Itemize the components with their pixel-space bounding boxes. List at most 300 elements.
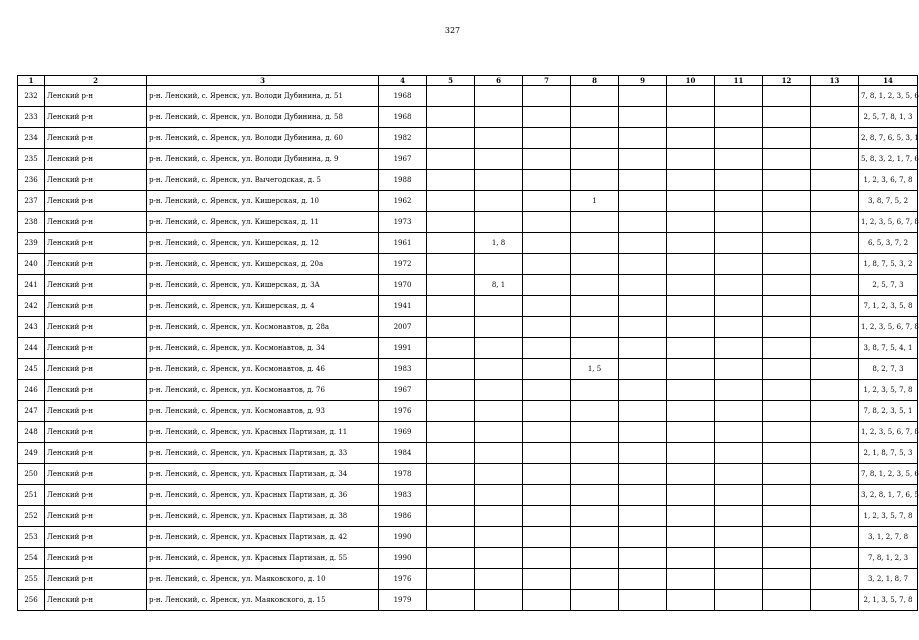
cell-col-12 — [763, 380, 811, 401]
cell-year: 1967 — [379, 149, 427, 170]
cell-col-12 — [763, 443, 811, 464]
cell-col-12 — [763, 128, 811, 149]
cell-year: 1984 — [379, 443, 427, 464]
cell-col-10 — [667, 233, 715, 254]
cell-year: 1961 — [379, 233, 427, 254]
cell-col-6 — [475, 548, 523, 569]
cell-col-8 — [571, 401, 619, 422]
cell-col-10 — [667, 506, 715, 527]
cell-col-6 — [475, 359, 523, 380]
cell-col-14: 8, 2, 7, 3 — [859, 359, 918, 380]
cell-col-9 — [619, 359, 667, 380]
table-row — [18, 380, 918, 401]
cell-col-8 — [571, 86, 619, 107]
cell-col-14: 1, 2, 3, 5, 7, 8 — [859, 380, 918, 401]
cell-col-10 — [667, 443, 715, 464]
cell-col-13 — [811, 464, 859, 485]
cell-col-13 — [811, 233, 859, 254]
cell-row-number: 245 — [18, 359, 45, 380]
cell-col-9 — [619, 296, 667, 317]
cell-year: 1983 — [379, 485, 427, 506]
cell-col-12 — [763, 464, 811, 485]
cell-col-9 — [619, 212, 667, 233]
cell-year: 1941 — [379, 296, 427, 317]
cell-col-5 — [427, 254, 475, 275]
cell-col-11 — [715, 212, 763, 233]
cell-col-10 — [667, 296, 715, 317]
cell-col-12 — [763, 422, 811, 443]
cell-col-9 — [619, 464, 667, 485]
cell-col-7 — [523, 296, 571, 317]
cell-col-7 — [523, 464, 571, 485]
cell-col-13 — [811, 422, 859, 443]
cell-col-8 — [571, 464, 619, 485]
cell-district: Ленский р-н — [45, 86, 147, 107]
cell-address: р-н. Ленский, с. Яренск, ул. Красных Партизан, д. 42 — [147, 527, 379, 548]
cell-col-14: 2, 1, 8, 7, 5, 3 — [859, 443, 918, 464]
cell-year: 1972 — [379, 254, 427, 275]
cell-col-9 — [619, 191, 667, 212]
cell-col-12 — [763, 338, 811, 359]
cell-col-10 — [667, 275, 715, 296]
cell-address: р-н. Ленский, с. Яренск, ул. Кишерская, д. 11 — [147, 212, 379, 233]
cell-col-8 — [571, 527, 619, 548]
cell-col-10 — [667, 254, 715, 275]
cell-col-9 — [619, 275, 667, 296]
cell-district: Ленский р-н — [45, 422, 147, 443]
cell-col-13 — [811, 590, 859, 611]
cell-col-11 — [715, 254, 763, 275]
cell-col-13 — [811, 275, 859, 296]
cell-col-11 — [715, 233, 763, 254]
table-row — [18, 86, 918, 107]
column-header-4: 4 — [379, 76, 427, 86]
cell-col-5 — [427, 296, 475, 317]
cell-address: р-н. Ленский, с. Яренск, ул. Володи Дубинина, д. 9 — [147, 149, 379, 170]
cell-col-14: 7, 1, 2, 3, 5, 8 — [859, 296, 918, 317]
cell-district: Ленский р-н — [45, 107, 147, 128]
cell-col-6 — [475, 86, 523, 107]
cell-col-14: 1, 2, 3, 5, 6, 7, 8 — [859, 317, 918, 338]
cell-district: Ленский р-н — [45, 380, 147, 401]
cell-col-8 — [571, 170, 619, 191]
cell-address: р-н. Ленский, с. Яренск, ул. Кишерская, д. 3А — [147, 275, 379, 296]
cell-col-10 — [667, 338, 715, 359]
column-header-12: 12 — [763, 76, 811, 86]
cell-address: р-н. Ленский, с. Яренск, ул. Космонавтов, д. 34 — [147, 338, 379, 359]
cell-col-8 — [571, 233, 619, 254]
cell-col-12 — [763, 86, 811, 107]
cell-col-10 — [667, 548, 715, 569]
cell-col-10 — [667, 422, 715, 443]
cell-col-13 — [811, 317, 859, 338]
cell-col-7 — [523, 86, 571, 107]
cell-col-11 — [715, 569, 763, 590]
cell-col-11 — [715, 107, 763, 128]
table-row — [18, 569, 918, 590]
cell-col-13 — [811, 191, 859, 212]
table-row — [18, 149, 918, 170]
column-header-2: 2 — [45, 76, 147, 86]
table-row — [18, 233, 918, 254]
cell-col-6 — [475, 485, 523, 506]
cell-row-number: 241 — [18, 275, 45, 296]
cell-col-7 — [523, 506, 571, 527]
table-row — [18, 359, 918, 380]
cell-district: Ленский р-н — [45, 296, 147, 317]
table-row — [18, 464, 918, 485]
cell-col-7 — [523, 212, 571, 233]
cell-col-6 — [475, 107, 523, 128]
cell-year: 1968 — [379, 107, 427, 128]
table-row — [18, 191, 918, 212]
cell-col-9 — [619, 317, 667, 338]
cell-col-11 — [715, 527, 763, 548]
cell-col-5 — [427, 506, 475, 527]
cell-col-12 — [763, 212, 811, 233]
cell-row-number: 236 — [18, 170, 45, 191]
cell-col-5 — [427, 464, 475, 485]
cell-col-7 — [523, 317, 571, 338]
cell-year: 1990 — [379, 548, 427, 569]
cell-col-12 — [763, 590, 811, 611]
cell-col-11 — [715, 296, 763, 317]
cell-col-12 — [763, 527, 811, 548]
cell-row-number: 244 — [18, 338, 45, 359]
column-header-3: 3 — [147, 76, 379, 86]
cell-address: р-н. Ленский, с. Яренск, ул. Маяковского, д. 15 — [147, 590, 379, 611]
table-row — [18, 422, 918, 443]
cell-col-6 — [475, 590, 523, 611]
cell-col-8 — [571, 590, 619, 611]
cell-col-10 — [667, 380, 715, 401]
cell-row-number: 253 — [18, 527, 45, 548]
cell-col-8 — [571, 548, 619, 569]
cell-col-7 — [523, 548, 571, 569]
cell-row-number: 233 — [18, 107, 45, 128]
cell-col-11 — [715, 506, 763, 527]
page-number: 327 — [444, 26, 461, 35]
cell-col-10 — [667, 485, 715, 506]
cell-col-6 — [475, 212, 523, 233]
cell-col-5 — [427, 317, 475, 338]
cell-address: р-н. Ленский, с. Яренск, ул. Кишерская, д. 4 — [147, 296, 379, 317]
table-row — [18, 548, 918, 569]
cell-col-14: 7, 8, 1, 2, 3 — [859, 548, 918, 569]
cell-col-5 — [427, 590, 475, 611]
column-header-10: 10 — [667, 76, 715, 86]
cell-col-10 — [667, 359, 715, 380]
cell-col-7 — [523, 254, 571, 275]
cell-year: 1970 — [379, 275, 427, 296]
cell-col-7 — [523, 359, 571, 380]
cell-col-8: 1, 5 — [571, 359, 619, 380]
cell-col-11 — [715, 359, 763, 380]
cell-row-number: 232 — [18, 86, 45, 107]
cell-col-14: 3, 1, 2, 7, 8 — [859, 527, 918, 548]
cell-col-10 — [667, 401, 715, 422]
cell-district: Ленский р-н — [45, 170, 147, 191]
cell-address: р-н. Ленский, с. Яренск, ул. Кишерская, д. 10 — [147, 191, 379, 212]
cell-col-9 — [619, 149, 667, 170]
cell-col-8: 1 — [571, 191, 619, 212]
cell-col-13 — [811, 401, 859, 422]
cell-col-5 — [427, 170, 475, 191]
table-body — [18, 86, 918, 611]
cell-col-14: 1, 2, 3, 6, 7, 8 — [859, 170, 918, 191]
cell-col-12 — [763, 275, 811, 296]
cell-col-9 — [619, 569, 667, 590]
cell-col-14: 3, 2, 8, 1, 7, 6, 5 — [859, 485, 918, 506]
cell-year: 1962 — [379, 191, 427, 212]
cell-col-11 — [715, 464, 763, 485]
cell-address: р-н. Ленский, с. Яренск, ул. Красных Партизан, д. 33 — [147, 443, 379, 464]
cell-col-14: 2, 8, 7, 6, 5, 3, 1 — [859, 128, 918, 149]
cell-col-5 — [427, 128, 475, 149]
cell-col-7 — [523, 401, 571, 422]
cell-col-5 — [427, 275, 475, 296]
cell-col-9 — [619, 485, 667, 506]
cell-col-9 — [619, 107, 667, 128]
cell-col-11 — [715, 422, 763, 443]
cell-col-12 — [763, 485, 811, 506]
cell-col-14: 1, 2, 3, 5, 7, 8 — [859, 506, 918, 527]
column-header-9: 9 — [619, 76, 667, 86]
cell-district: Ленский р-н — [45, 212, 147, 233]
cell-row-number: 240 — [18, 254, 45, 275]
cell-district: Ленский р-н — [45, 464, 147, 485]
cell-col-6 — [475, 317, 523, 338]
column-header-13: 13 — [811, 76, 859, 86]
table-row — [18, 485, 918, 506]
cell-col-13 — [811, 527, 859, 548]
cell-row-number: 242 — [18, 296, 45, 317]
cell-col-14: 2, 5, 7, 3 — [859, 275, 918, 296]
cell-col-14: 1, 2, 3, 5, 6, 7, 8 — [859, 422, 918, 443]
cell-col-9 — [619, 443, 667, 464]
cell-col-6: 8, 1 — [475, 275, 523, 296]
cell-col-13 — [811, 359, 859, 380]
cell-col-9 — [619, 233, 667, 254]
cell-col-10 — [667, 317, 715, 338]
cell-col-13 — [811, 149, 859, 170]
cell-col-6 — [475, 191, 523, 212]
cell-district: Ленский р-н — [45, 149, 147, 170]
cell-col-8 — [571, 128, 619, 149]
cell-col-11 — [715, 548, 763, 569]
cell-col-10 — [667, 128, 715, 149]
cell-col-8 — [571, 212, 619, 233]
table-row — [18, 296, 918, 317]
cell-district: Ленский р-н — [45, 275, 147, 296]
cell-col-12 — [763, 233, 811, 254]
cell-col-13 — [811, 107, 859, 128]
cell-address: р-н. Ленский, с. Яренск, ул. Красных Партизан, д. 55 — [147, 548, 379, 569]
cell-col-8 — [571, 485, 619, 506]
cell-col-5 — [427, 527, 475, 548]
cell-year: 1979 — [379, 590, 427, 611]
cell-col-5 — [427, 443, 475, 464]
cell-col-8 — [571, 443, 619, 464]
cell-col-11 — [715, 338, 763, 359]
cell-district: Ленский р-н — [45, 254, 147, 275]
cell-address: р-н. Ленский, с. Яренск, ул. Красных Партизан, д. 34 — [147, 464, 379, 485]
cell-year: 1967 — [379, 380, 427, 401]
cell-col-9 — [619, 170, 667, 191]
column-header-5: 5 — [427, 76, 475, 86]
cell-row-number: 248 — [18, 422, 45, 443]
cell-col-10 — [667, 464, 715, 485]
cell-col-5 — [427, 485, 475, 506]
cell-col-8 — [571, 506, 619, 527]
cell-col-14: 1, 8, 7, 5, 3, 2 — [859, 254, 918, 275]
cell-col-12 — [763, 506, 811, 527]
cell-col-6 — [475, 401, 523, 422]
cell-col-12 — [763, 359, 811, 380]
table-row — [18, 128, 918, 149]
cell-col-5 — [427, 401, 475, 422]
cell-col-10 — [667, 86, 715, 107]
cell-col-7 — [523, 128, 571, 149]
cell-col-10 — [667, 590, 715, 611]
table-row — [18, 443, 918, 464]
cell-year: 1988 — [379, 170, 427, 191]
cell-col-13 — [811, 212, 859, 233]
cell-col-8 — [571, 569, 619, 590]
cell-col-5 — [427, 569, 475, 590]
cell-col-6 — [475, 128, 523, 149]
cell-col-5 — [427, 380, 475, 401]
cell-col-10 — [667, 107, 715, 128]
cell-col-11 — [715, 380, 763, 401]
cell-col-7 — [523, 233, 571, 254]
cell-col-7 — [523, 170, 571, 191]
cell-col-13 — [811, 170, 859, 191]
cell-year: 2007 — [379, 317, 427, 338]
cell-col-9 — [619, 254, 667, 275]
cell-col-6 — [475, 170, 523, 191]
cell-district: Ленский р-н — [45, 338, 147, 359]
cell-col-14: 3, 8, 7, 5, 4, 1 — [859, 338, 918, 359]
cell-col-7 — [523, 527, 571, 548]
cell-col-11 — [715, 590, 763, 611]
cell-col-7 — [523, 569, 571, 590]
cell-col-12 — [763, 254, 811, 275]
cell-district: Ленский р-н — [45, 359, 147, 380]
table-row — [18, 506, 918, 527]
cell-col-6 — [475, 296, 523, 317]
cell-col-7 — [523, 191, 571, 212]
cell-district: Ленский р-н — [45, 191, 147, 212]
registry-table — [17, 75, 918, 611]
cell-row-number: 256 — [18, 590, 45, 611]
cell-address: р-н. Ленский, с. Яренск, ул. Володи Дубинина, д. 58 — [147, 107, 379, 128]
cell-col-12 — [763, 296, 811, 317]
cell-col-7 — [523, 107, 571, 128]
cell-col-5 — [427, 149, 475, 170]
cell-col-9 — [619, 506, 667, 527]
cell-col-13 — [811, 548, 859, 569]
cell-col-9 — [619, 590, 667, 611]
cell-col-5 — [427, 359, 475, 380]
cell-col-6 — [475, 254, 523, 275]
cell-col-14: 3, 2, 1, 8, 7 — [859, 569, 918, 590]
cell-col-6 — [475, 338, 523, 359]
cell-district: Ленский р-н — [45, 569, 147, 590]
cell-col-7 — [523, 149, 571, 170]
cell-col-13 — [811, 128, 859, 149]
cell-col-8 — [571, 338, 619, 359]
cell-col-12 — [763, 317, 811, 338]
cell-col-12 — [763, 107, 811, 128]
table-row — [18, 401, 918, 422]
column-header-6: 6 — [475, 76, 523, 86]
cell-row-number: 250 — [18, 464, 45, 485]
cell-col-9 — [619, 422, 667, 443]
cell-col-10 — [667, 170, 715, 191]
table-row — [18, 338, 918, 359]
cell-col-13 — [811, 569, 859, 590]
cell-district: Ленский р-н — [45, 527, 147, 548]
cell-col-11 — [715, 170, 763, 191]
cell-year: 1982 — [379, 128, 427, 149]
cell-col-12 — [763, 191, 811, 212]
header-row — [18, 76, 918, 86]
cell-col-5 — [427, 107, 475, 128]
cell-year: 1969 — [379, 422, 427, 443]
cell-col-11 — [715, 485, 763, 506]
table-header — [18, 76, 918, 86]
cell-col-6 — [475, 506, 523, 527]
table-row — [18, 317, 918, 338]
cell-address: р-н. Ленский, с. Яренск, ул. Володи Дубинина, д. 60 — [147, 128, 379, 149]
cell-col-7 — [523, 422, 571, 443]
table-row — [18, 527, 918, 548]
cell-col-10 — [667, 212, 715, 233]
cell-row-number: 246 — [18, 380, 45, 401]
cell-col-5 — [427, 191, 475, 212]
cell-col-12 — [763, 401, 811, 422]
cell-row-number: 237 — [18, 191, 45, 212]
cell-col-11 — [715, 317, 763, 338]
table-row — [18, 107, 918, 128]
cell-row-number: 255 — [18, 569, 45, 590]
cell-col-9 — [619, 548, 667, 569]
cell-col-6 — [475, 527, 523, 548]
cell-col-8 — [571, 380, 619, 401]
cell-col-14: 1, 2, 3, 5, 6, 7, 8 — [859, 212, 918, 233]
cell-address: р-н. Ленский, с. Яренск, ул. Космонавтов, д. 46 — [147, 359, 379, 380]
cell-col-14: 6, 5, 3, 7, 2 — [859, 233, 918, 254]
table-row — [18, 170, 918, 191]
cell-row-number: 239 — [18, 233, 45, 254]
cell-col-9 — [619, 86, 667, 107]
cell-col-9 — [619, 128, 667, 149]
cell-year: 1990 — [379, 527, 427, 548]
cell-col-12 — [763, 170, 811, 191]
cell-col-8 — [571, 422, 619, 443]
cell-col-8 — [571, 107, 619, 128]
cell-col-5 — [427, 86, 475, 107]
cell-year: 1968 — [379, 86, 427, 107]
cell-col-13 — [811, 86, 859, 107]
cell-district: Ленский р-н — [45, 485, 147, 506]
cell-col-11 — [715, 191, 763, 212]
cell-col-6: 1, 8 — [475, 233, 523, 254]
cell-address: р-н. Ленский, с. Яренск, ул. Красных Партизан, д. 38 — [147, 506, 379, 527]
cell-col-9 — [619, 338, 667, 359]
cell-address: р-н. Ленский, с. Яренск, ул. Володи Дубинина, д. 51 — [147, 86, 379, 107]
